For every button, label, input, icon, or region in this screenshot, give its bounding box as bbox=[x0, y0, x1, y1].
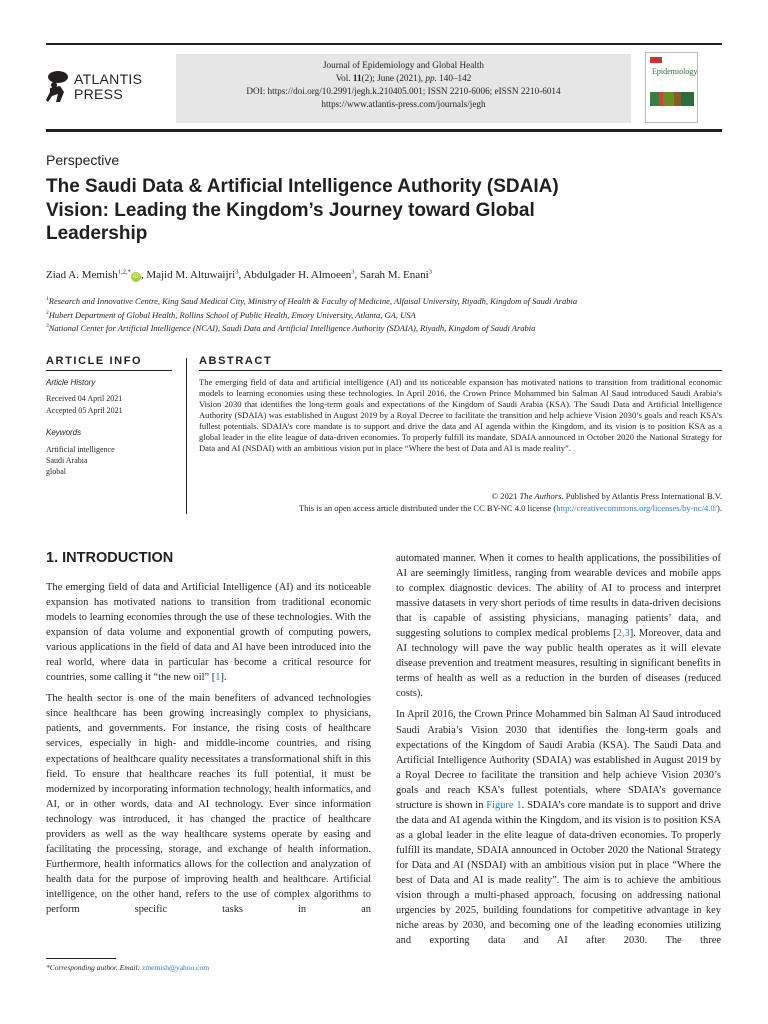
article-title: The Saudi Data & Artificial Intelligence Authority (SDAIA) Vision: Leading the Kingdom’s Journey toward Global Leadership bbox=[46, 176, 559, 244]
volume-number: 11 bbox=[352, 73, 362, 83]
logo-text bbox=[74, 72, 142, 102]
article-history-label: Article History bbox=[46, 378, 96, 387]
atlantis-press-logo bbox=[46, 70, 146, 106]
journal-volume-line: Vol. 11(2); June (2021), pp. 140–142 bbox=[335, 73, 472, 83]
journal-url[interactable]: https://www.atlantis-press.com/journals/jegh bbox=[321, 99, 486, 109]
column-divider bbox=[186, 358, 187, 514]
article-type: Perspective bbox=[46, 152, 120, 168]
paragraph: The health sector is one of the main benefiters of advanced technologies since healthcare has been growing increasingly complex to physicians, patients, and governments. For instance, the rising costs of healthcare services, especially in high- and middle-income countries, and rising expectations of healthcare quality necessitates a transformational shift in this field. To ensure that healthcare reaches its full potential, it must be modernized by incorporating information technology, health informatics, and AI, or in other words, data and AI technology. Ever since information technology was introduced, it has changed the practice of healthcare providers as well as the way healthcare systems operate by easing and facilitating the processing, storage, and exchange of health information. Furthermore, health informatics allows for the collection and analyzation of health data for the purpose of improving health and healthcare. Artificial intelligence, on the other hand, refers to the use of complex algorithms to perform specific tasks in an bbox=[46, 693, 371, 915]
journal-name: Journal of Epidemiology and Global Health bbox=[322, 60, 484, 70]
license-line: This is an open access article distributed under the CC BY-NC 4.0 license (http://creativecommons.org/licenses/by-nc/4.0/). bbox=[298, 503, 722, 513]
accepted-date: Accepted 05 April 2021 bbox=[46, 406, 123, 415]
article-info-rule bbox=[46, 370, 172, 371]
citation-link[interactable]: 2,3 bbox=[616, 628, 630, 640]
received-date: Received 04 April 2021 bbox=[46, 394, 123, 403]
author-name[interactable]: Majid M. Altuwaijri bbox=[146, 269, 236, 281]
article-info-heading: ARTICLE INFO bbox=[46, 355, 143, 367]
footnote: *Corresponding author. Email: zmemish@yahoo.com bbox=[46, 963, 210, 972]
section-heading: 1. INTRODUCTION bbox=[46, 550, 174, 566]
abstract-heading: ABSTRACT bbox=[199, 355, 273, 367]
journal-info-box bbox=[176, 54, 631, 123]
affiliation: $^2$Hubert Department of Global Health, Rollins School of Public Health, Emory University, Atlanta, GA, USA bbox=[46, 310, 416, 320]
author-name[interactable]: Abdulgader H. Almoeen bbox=[243, 269, 352, 281]
copyright-line: © 2021 The Authors. Published by Atlantis Press International B.V. bbox=[491, 491, 722, 501]
author-email-link[interactable]: zmemish@yahoo.com bbox=[141, 963, 210, 972]
license-link[interactable]: http://creativecommons.org/licenses/by-nc/4.0/ bbox=[556, 503, 718, 513]
doi-line: DOI: https://doi.org/10.2991/jegh.k.210405.001; ISSN 2210-6006; eISSN 2210-6014 bbox=[246, 86, 561, 96]
header-bottom-rule bbox=[46, 129, 722, 132]
affiliation: $^1$Research and Innovative Centre, King Saud Medical City, Ministry of Health & Faculty of Medicine, Alfaisal University, Riyadh, Kingdom of Saudi Arabia bbox=[46, 296, 578, 306]
abstract-text: The emerging field of data and artificial intelligence (AI) and its noticeable expansion has motivated nations to transition from traditional economic models to learning economies using these technologies. In April 2016, the Crown Prince Mohammed bin Salman Al Saud introduced Saudi Arabia’s Vision 2030 that identifies the long-term goals and expectations of the Kingdom of Saudi Arabia (KSA). The Saudi Data and Artificial Intelligence Authority (SDAIA) was established in August 2019 by a Royal Decree to facilitate the transition and help achieve Vision 2030’s goals and reach KSA’s fullest potentials. SDAIA’s core mandate is to support and drive the data and AI agenda within the Kingdom, and its vision is to position KSA as a global leader in the elite league of data-driven economies. To properly fulfill its mandate, SDAIA announced in October 2020 the National Strategy for Data and AI (NSDAI) with an ambitious vision put in place “Where the best of Data and AI is made reality”. bbox=[199, 377, 722, 453]
cover-title: Epidemiology bbox=[652, 67, 698, 76]
header-top-rule bbox=[46, 43, 722, 45]
left-column bbox=[46, 580, 371, 923]
keyword: Saudi Arabia bbox=[46, 456, 88, 465]
publisher-name-line1: ATLANTIS bbox=[74, 71, 143, 87]
atlas-figure-icon bbox=[46, 70, 70, 102]
right-column bbox=[396, 551, 721, 954]
orcid-icon[interactable]: iD bbox=[131, 272, 141, 282]
figure-link[interactable]: Figure 1 bbox=[486, 799, 522, 811]
paragraph: automated manner. When it comes to health applications, the possibilities of AI are seemingly limitless, ranging from wearable devices and mobile apps to complex diagnostic devices. The ability of AI to process and interpret massive datasets in very short periods of time results in data-driven decisions that is capable of assisting physicians, managing patients’ data, and suggesting solutions to complex medical problems [2,3]. Moreover, data and AI technology will pave the way public health operates as it will elevate disease prevention and treatment measures, resulting in significant benefits in terms of health as well as a reduction in the burden of diseases (reduced costs). bbox=[396, 553, 722, 700]
paragraph: In April 2016, the Crown Prince Mohammed bin Salman Al Saud introduced Saudi Arabia’s Vision 2030 that identifies the long-term goals and expectations of the Kingdom of Saudi Arabia (KSA). The Saudi Data and Artificial Intelligence Authority (SDAIA) was established in August 2019 by a Royal Decree to facilitate the transition and help achieve Vision 2030’s goals and reach KSA’s fullest potentials, where SDAIA’s governance structure is shown in Figure 1. SDAIA’s core mandate is to support and drive the data and AI agenda within the Kingdom, and its vision is to position KSA as a global leader in the elite league of data-driven economies. To properly fulfill its mandate, SDAIA announced in October 2020 the National Strategy for Data and AI (NSDAI) with an ambitious vision put in place “Where the best of Data and AI is made reality”. The aim is to achieve the ambitious vision through a multi-phased approach, focusing on addressing national urgencies by 2025, building foundations for competitive advantage in key niche areas by 2030, and becoming one of the leading economies utilizing and exporting data and AI after 2030. The three bbox=[396, 709, 721, 947]
footnote-rule bbox=[46, 958, 116, 959]
cover-logo-mark bbox=[650, 57, 662, 63]
citation-link[interactable]: 1 bbox=[215, 672, 221, 684]
keywords-label: Keywords bbox=[46, 428, 82, 437]
author-name[interactable]: Sarah M. Enani bbox=[359, 269, 429, 281]
paragraph: The emerging field of data and Artificial Intelligence (AI) and its noticeable expansion has motivated nations to transition from traditional economic models to learning economies through the use of these technologies. With the expansion of data volume and exponential growth of computing powers, various applications in the field of data and AI have been introduced into the real world, where data in particular has become a critical resource for countries, some calling it “the new oil” [1]. bbox=[46, 582, 371, 684]
abstract-rule bbox=[199, 370, 722, 371]
publisher-name-line2: PRESS bbox=[74, 86, 123, 102]
journal-cover-thumbnail bbox=[645, 52, 698, 123]
keyword: Artificial intelligence bbox=[46, 445, 115, 454]
author-list: Ziad A. Memish$^{1,2,*}$iD , Majid M. Altuwaijri$^3$, Abdulgader H. Almoeen$^3$, Sarah M. Enani$^3$ bbox=[46, 268, 432, 281]
author-name[interactable]: Ziad A. Memish bbox=[46, 269, 118, 281]
keyword: global bbox=[46, 467, 66, 476]
cover-image bbox=[650, 92, 694, 106]
affiliation: $^3$National Center for Artificial Intelligence (NCAI), Saudi Data and Artificial Intelligence Authority (SDAIA), Riyadh, Kingdom of Saudi Arabia bbox=[46, 323, 536, 333]
